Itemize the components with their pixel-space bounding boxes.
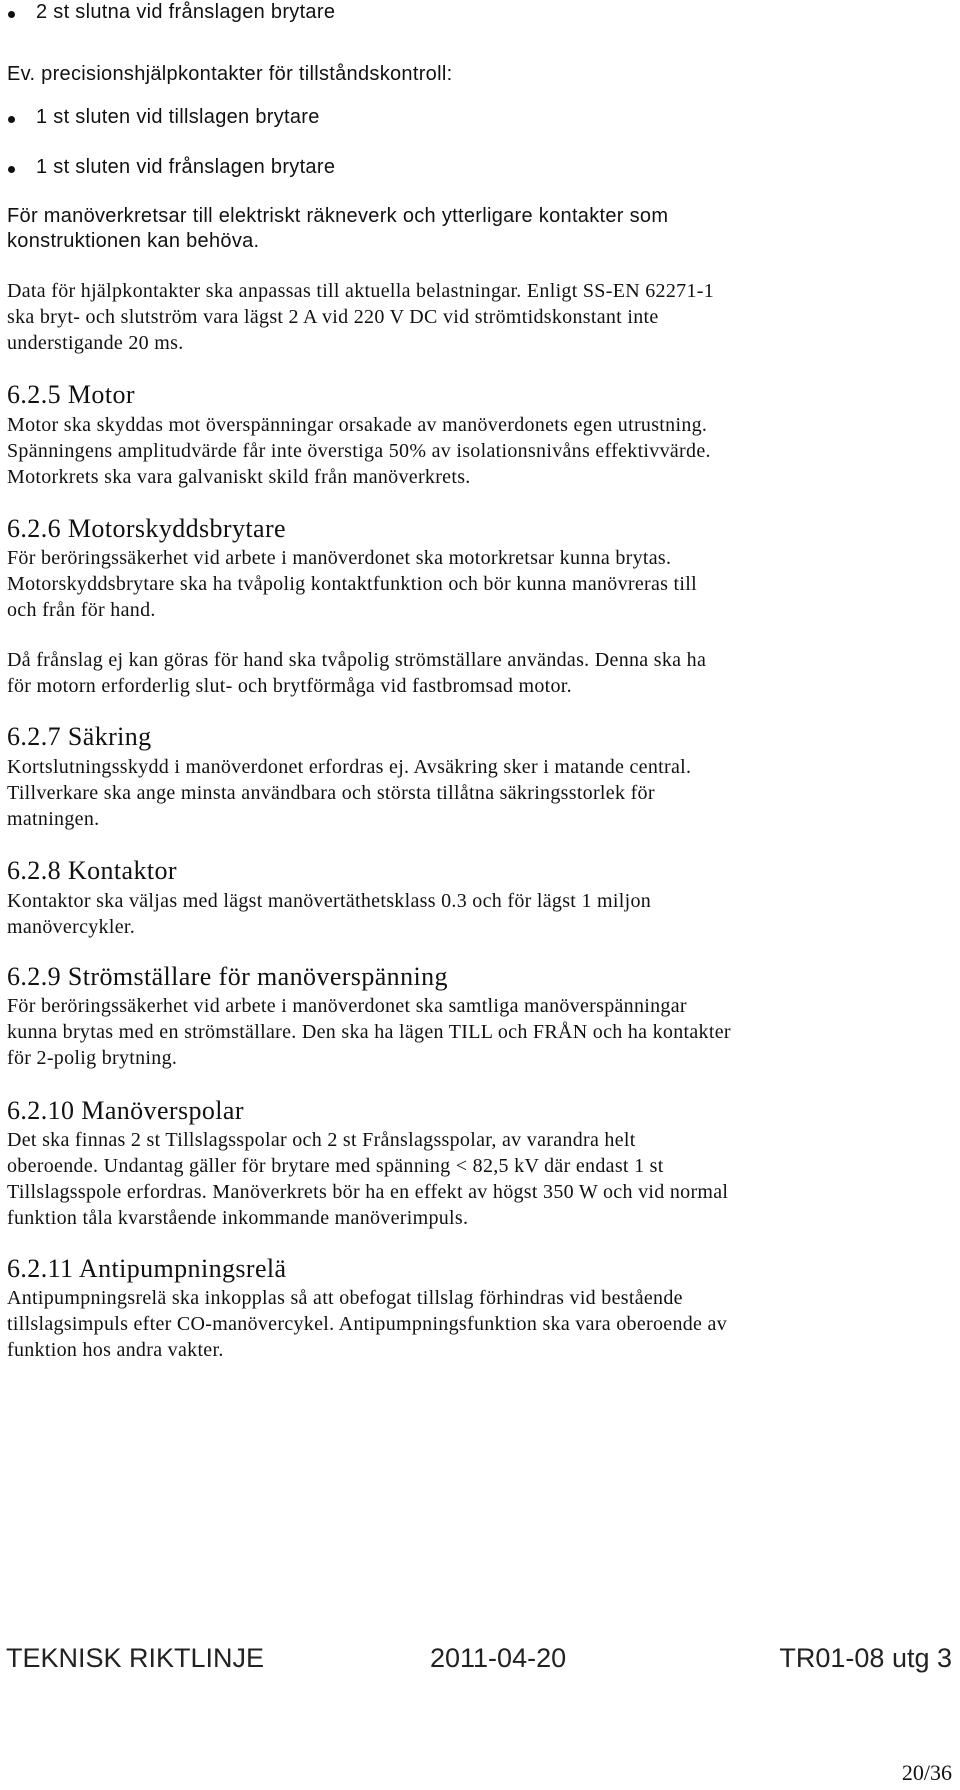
paragraph-line: Data för hjälpkontakter ska anpassas till aktuella belastningar. Enligt SS-EN 62271-1: [7, 280, 715, 302]
paragraph-line: för 2-polig brytning.: [7, 1047, 178, 1069]
paragraph-line: konstruktionen kan behöva.: [7, 230, 260, 252]
bullet-dot: [8, 166, 15, 173]
paragraph-line: Kontaktor ska väljas med lägst manövertäthetsklass 0.3 och för lägst 1 miljon: [7, 890, 652, 912]
paragraph-line: för motorn erforderlig slut- och brytförmåga vid fastbromsad motor.: [7, 675, 572, 697]
footer-date: 2011-04-20: [430, 1643, 567, 1673]
paragraph-line: Motorskyddsbrytare ska ha tvåpolig kontaktfunktion och bör kunna manövreras till: [7, 573, 697, 595]
section-heading-sakring: 6.2.7 Säkring: [7, 722, 152, 751]
section-heading-stromstallare: 6.2.9 Strömställare för manöverspänning: [7, 962, 448, 991]
paragraph-line: Spänningens amplitudvärde får inte överstiga 50% av isolationsnivåns effektivvärde.: [7, 440, 711, 462]
paragraph-line: Motor ska skyddas mot överspänningar orsakade av manöverdonets egen utrustning.: [7, 414, 708, 436]
bullet-dot: [8, 116, 15, 123]
section-heading-motor: 6.2.5 Motor: [7, 380, 135, 409]
precision-contacts-label: Ev. precisionshjälpkontakter för tillståndskontroll:: [7, 63, 453, 85]
bullet-item: 1 st sluten vid frånslagen brytare: [36, 156, 336, 178]
paragraph-line: funktion tåla kvarstående inkommande manöverimpuls.: [7, 1207, 469, 1229]
section-heading-manoverspolar: 6.2.10 Manöverspolar: [7, 1096, 244, 1125]
paragraph-line: tillslagsimpuls efter CO-manövercykel. Antipumpningsfunktion ska vara oberoende av: [7, 1313, 727, 1335]
paragraph-line: Då frånslag ej kan göras för hand ska tvåpolig strömställare användas. Denna ska ha: [7, 649, 707, 671]
paragraph-line: Antipumpningsrelä ska inkopplas så att obefogat tillslag förhindras vid bestående: [7, 1287, 683, 1309]
section-heading-motorskyddsbrytare: 6.2.6 Motorskyddsbrytare: [7, 514, 286, 543]
paragraph-line: För beröringssäkerhet vid arbete i manöverdonet ska samtliga manöverspänningar: [7, 995, 687, 1017]
bullet-item: 2 st slutna vid frånslagen brytare: [36, 1, 336, 23]
section-heading-antipumpningsrela: 6.2.11 Antipumpningsrelä: [7, 1254, 287, 1283]
paragraph-line: funktion hos andra vakter.: [7, 1339, 224, 1361]
paragraph-line: matningen.: [7, 808, 100, 830]
paragraph-line: ska bryt- och slutström vara lägst 2 A vid 220 V DC vid strömtidskonstant inte: [7, 306, 659, 328]
paragraph-line: Tillverkare ska ange minsta användbara och största tillåtna säkringsstorlek för: [7, 782, 655, 804]
footer-title: TEKNISK RIKTLINJE: [6, 1643, 265, 1673]
paragraph-line: Tillslagsspole erfordras. Manöverkrets bör ha en effekt av högst 350 W och vid normal: [7, 1181, 729, 1203]
paragraph-line: För beröringssäkerhet vid arbete i manöverdonet ska motorkretsar kunna brytas.: [7, 547, 672, 569]
paragraph-line: manövercykler.: [7, 916, 136, 938]
paragraph-line: Kortslutningsskydd i manöverdonet erfordras ej. Avsäkring sker i matande central.: [7, 756, 692, 778]
section-heading-kontaktor: 6.2.8 Kontaktor: [7, 856, 177, 885]
footer-doc-id: TR01-08 utg 3: [779, 1643, 952, 1673]
paragraph-line: oberoende. Undantag gäller för brytare med spänning < 82,5 kV där endast 1 st: [7, 1155, 664, 1177]
bullet-dot: [8, 11, 15, 18]
paragraph-line: Motorkrets ska vara galvaniskt skild från manöverkrets.: [7, 466, 471, 488]
paragraph-line: och från för hand.: [7, 599, 156, 621]
page-number: 20/36: [901, 1760, 952, 1785]
paragraph-line: För manöverkretsar till elektriskt räkneverk och ytterligare kontakter som: [7, 205, 669, 227]
bullet-item: 1 st sluten vid tillslagen brytare: [36, 106, 320, 128]
paragraph-line: Det ska finnas 2 st Tillslagsspolar och 2 st Frånslagsspolar, av varandra helt: [7, 1129, 636, 1151]
paragraph-line: understigande 20 ms.: [7, 332, 184, 354]
paragraph-line: kunna brytas med en strömställare. Den ska ha lägen TILL och FRÅN och ha kontakter: [7, 1021, 731, 1043]
